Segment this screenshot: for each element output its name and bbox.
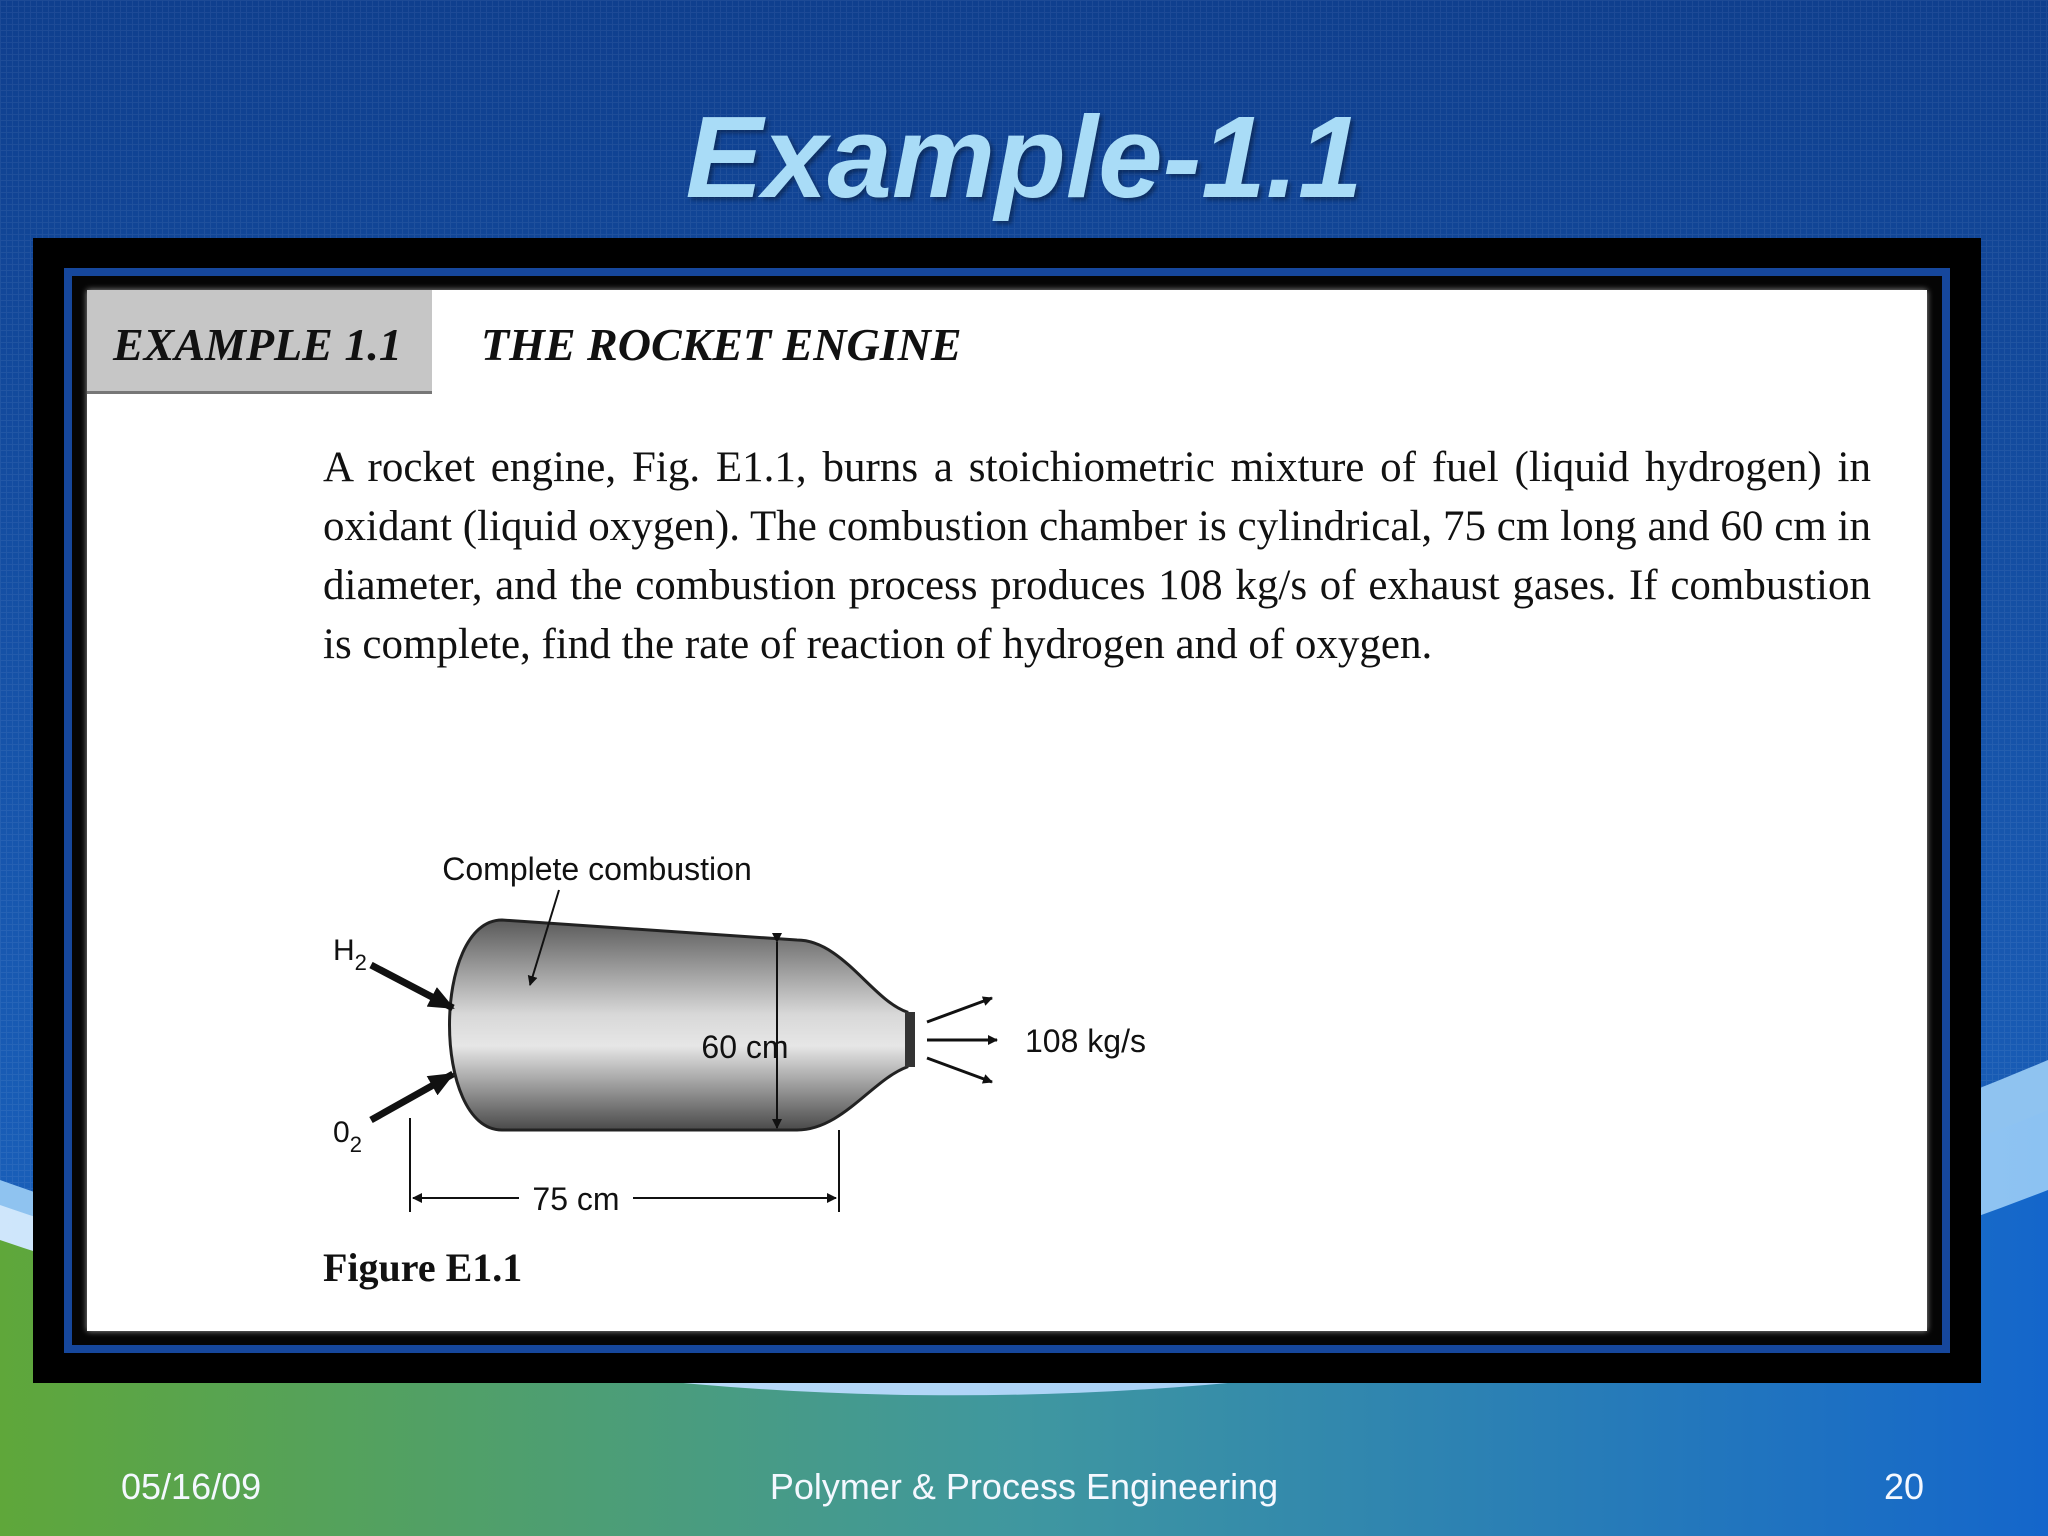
o2-inlet-arrow	[371, 1074, 453, 1120]
footer-title: Polymer & Process Engineering	[769, 1466, 1279, 1507]
exhaust-arrow-up	[927, 998, 992, 1022]
example-tab	[87, 290, 432, 394]
combustion-chamber	[450, 920, 908, 1130]
diameter-label: 60 cm	[701, 1029, 789, 1065]
footer-date: 05/16/09	[121, 1466, 262, 1507]
textbook-page	[87, 290, 1927, 1331]
rocket-engine-figure	[257, 780, 1257, 1220]
footer-page-number: 20	[1883, 1466, 1924, 1507]
problem-statement: A rocket engine, Fig. E1.1, burns a stoichiometric mixture of fuel (liquid hydrogen) in oxidant (liquid oxygen). The combustion chamber is cylindrical, 75 cm long and 60 cm in diameter, and the combustion process produces 108 kg/s of exhaust gases. If combustion is complete, find the rate of reaction of hydrogen and of oxygen.	[323, 444, 1871, 668]
slide-title: Example-1.1	[685, 92, 1363, 222]
figure-caption: Figure E1.1	[323, 1245, 523, 1290]
example-number: EXAMPLE 1.1	[113, 319, 402, 370]
length-label: 75 cm	[532, 1181, 620, 1217]
callout-label: Complete combustion	[442, 851, 752, 887]
example-heading: THE ROCKET ENGINE	[481, 319, 962, 370]
h2-label: $H_2$	[333, 934, 367, 975]
h2-inlet-arrow	[371, 965, 453, 1008]
image-frame	[33, 238, 1981, 1383]
exhaust-arrow-down	[927, 1058, 992, 1082]
o2-label: $0_2$	[333, 1116, 362, 1157]
flow-rate-label: 108 kg/s	[1025, 1023, 1146, 1059]
